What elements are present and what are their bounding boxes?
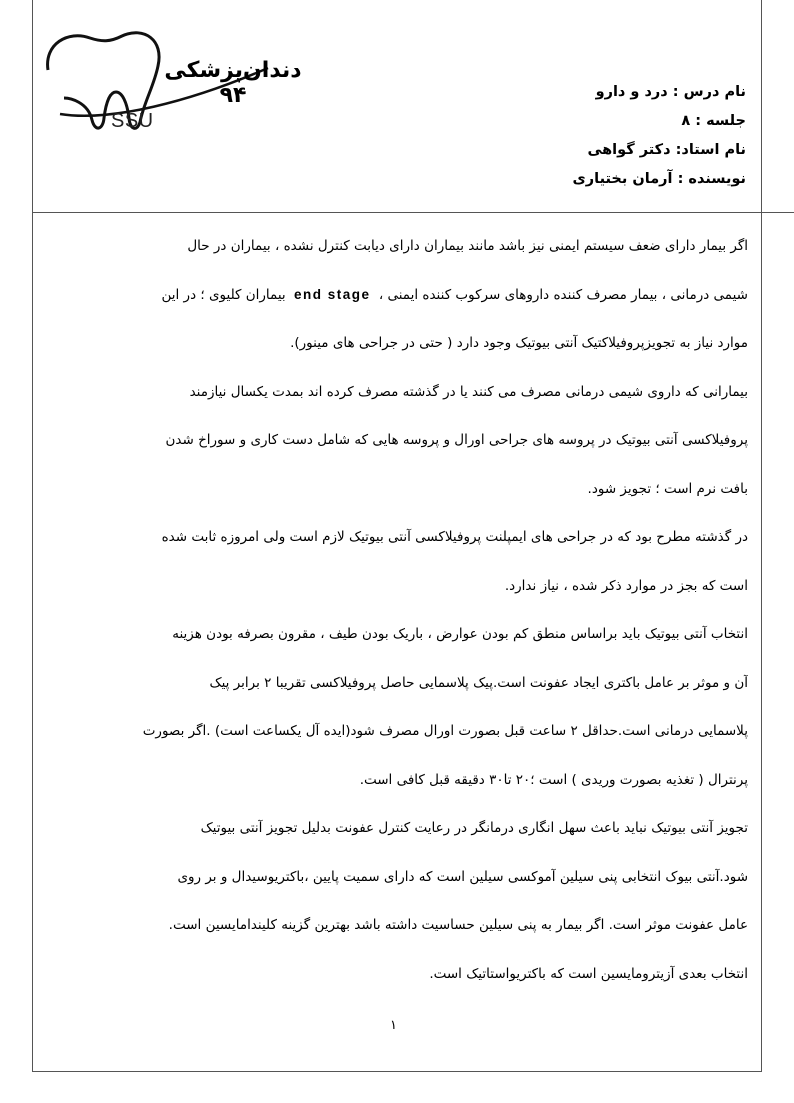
instructor-label: نام استاد: <box>675 142 746 158</box>
course-name: درد و دارو <box>595 84 668 100</box>
paragraph <box>62 368 748 514</box>
author-name: آرمان بختیاری <box>572 171 673 187</box>
text-line: عامل عفونت موثر است. اگر بیمار به پنی سیلین حساسیت داشته باشد بهترین گزینه کلیندامایسین است. <box>168 917 748 933</box>
session-label: جلسه : <box>695 113 746 129</box>
text-line: اگر بیمار دارای ضعف سیستم ایمنی نیز باشد مانند بیماران دارای دیابت کنترل نشده ، بیماران در حال <box>187 238 748 254</box>
text-line: بیمارانی که داروی شیمی درمانی مصرف می کنند یا در گذشته مصرف کرده اند بمدت یکسال نیازمند <box>189 383 748 400</box>
text-line: بافت نرم است ؛ تجویز شود. <box>587 480 748 497</box>
text-line: موارد نیاز به تجویزپروفیلاکتیک آنتی بیوتیک وجود دارد ( حتی در جراحی های مینور). <box>290 335 748 351</box>
logo-abbreviation: SSU <box>111 110 154 132</box>
paragraph <box>62 222 748 368</box>
text-line: شود.آنتی بیوک انتخابی پنی سیلین آموکسی سیلین است که دارای سمیت پایین ،باکتریوسیدال و بر روی <box>177 868 748 885</box>
logo-title: دندان‌پزشکی ۹۴ <box>164 58 302 108</box>
text-line: پروفیلاکسی آنتی بیوتیک در پروسه های جراحی اورال و پروسه هایی که شامل دست کاری و سوراخ شدن <box>165 432 748 448</box>
text-line: است که بجز در موارد ذکر شده ، نیاز ندارد. <box>504 577 748 594</box>
instructor-name: دکتر گواهی <box>587 142 671 158</box>
text-segment: بیماران کلیوی ؛ در این <box>161 286 286 303</box>
course-line <box>346 78 746 107</box>
author-label: نویسنده : <box>677 171 746 187</box>
paragraph <box>62 804 748 998</box>
course-label: نام درس : <box>672 84 746 100</box>
text-line: پرنترال ( تغذیه بصورت وریدی ) است ؛۲۰ تا۳۰ دقیقه قبل کافی است. <box>359 771 748 788</box>
text-line: تجویز آنتی بیوتیک نباید باعث سهل انگاری درمانگر در رعایت کنترل عفونت بدلیل تجویز آنتی بیوتیک <box>200 820 748 836</box>
text-line: آن و موثر بر عامل باکتری ایجاد عفونت است.پیک پلاسمایی حاصل پروفیلاکسی تقریبا ۲ برابر پیک <box>209 674 748 691</box>
paragraph <box>62 610 748 804</box>
text-line: در گذشته مطرح بود که در جراحی های ایمپلنت پروفیلاکسی آنتی بیوتیک لازم است ولی امروزه ثابت شده <box>161 529 748 545</box>
document-body <box>62 222 748 998</box>
author-line <box>346 165 746 194</box>
text-line <box>62 271 748 320</box>
header-divider <box>32 212 794 213</box>
paragraph <box>62 513 748 610</box>
text-segment: شیمی درمانی ، بیمار مصرف کننده داروهای سرکوب کننده ایمنی ، <box>378 286 748 303</box>
session-number: ۸ <box>681 113 691 129</box>
document-metadata <box>346 78 746 194</box>
text-line: انتخاب آنتی بیوتیک باید براساس منطق کم بودن عوارض ، باریک بودن طیف ، مقرون بصرفه بودن هزینه <box>172 626 748 642</box>
latin-term: end stage <box>293 286 371 302</box>
ssu-dentistry-logo <box>40 22 302 132</box>
session-line <box>346 107 746 136</box>
text-line: انتخاب بعدی آزیترومایسین است که باکتریواستاتیک است. <box>429 965 748 982</box>
instructor-line <box>346 136 746 165</box>
page-number: ۱ <box>390 1018 397 1033</box>
text-line: پلاسمایی درمانی است.حداقل ۲ ساعت قبل بصورت اورال مصرف شود(ایده آل یکساعت است) .اگر بصورت <box>142 723 748 739</box>
